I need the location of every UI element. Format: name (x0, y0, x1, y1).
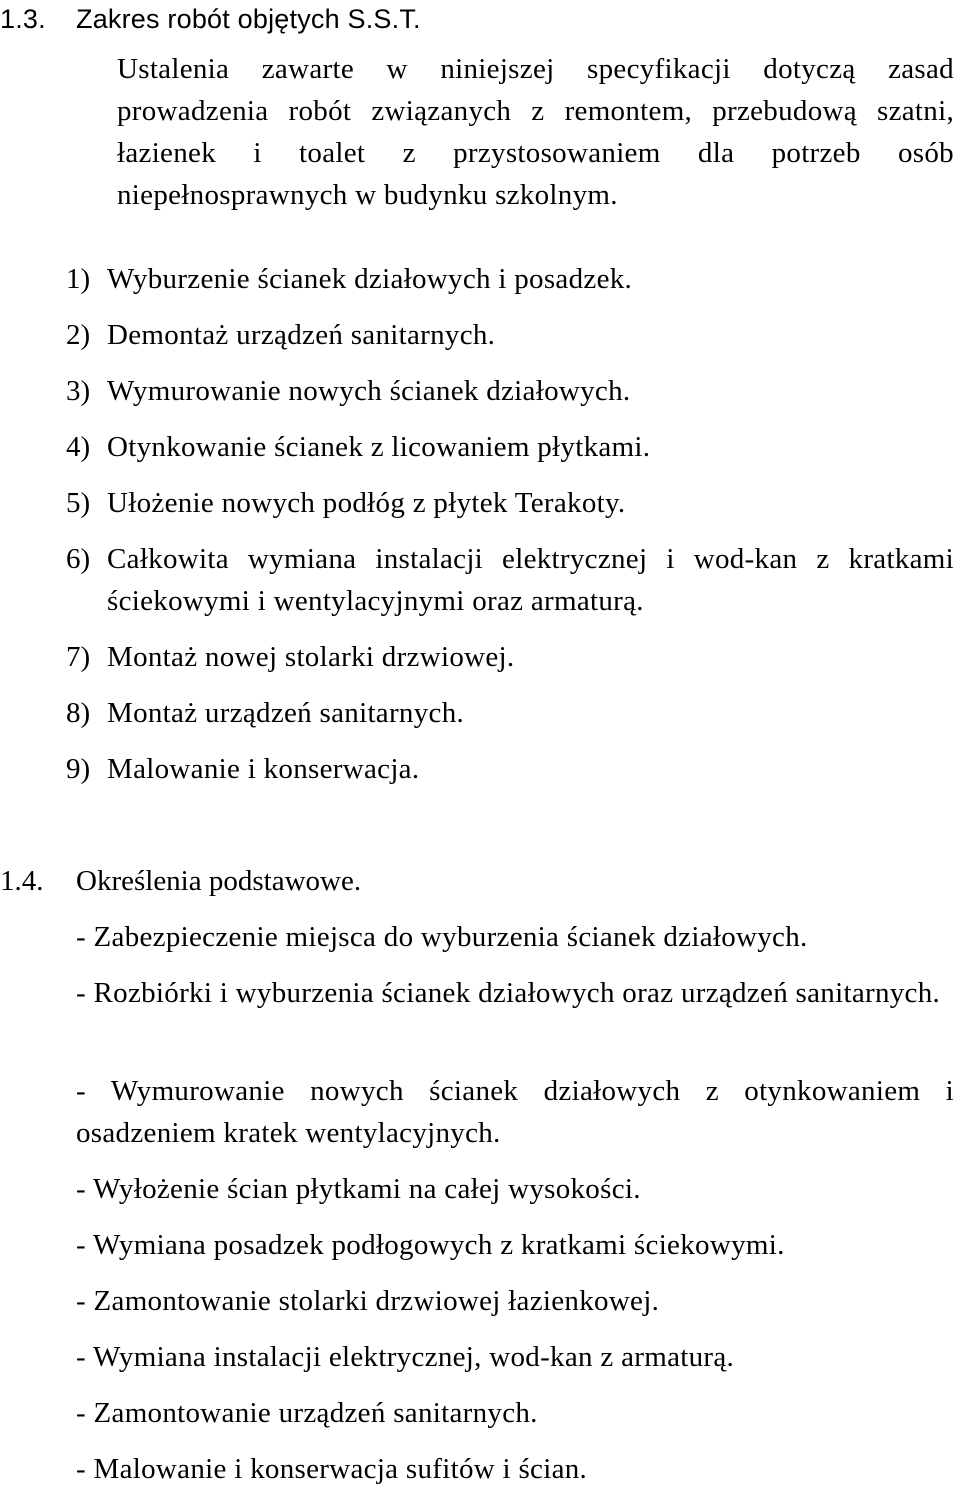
definition-item: - Wymiana posadzek podłogowych z kratkami ściekowymi. (76, 1229, 785, 1261)
list-item (66, 426, 954, 468)
list-item (66, 636, 954, 678)
list-item (66, 482, 954, 524)
definition-item: - Wyłożenie ścian płytkami na całej wysokości. (76, 1173, 641, 1205)
list-item-number: 9) (66, 753, 91, 785)
list-item-number: 4) (66, 431, 91, 463)
list-item-text: Montaż nowej stolarki drzwiowej. (107, 641, 515, 673)
list-item (66, 692, 954, 734)
definition-item: - Wymurowanie nowych ścianek działowych z otynkowaniem i osadzeniem kratek wentylacyjnych. (76, 1075, 954, 1149)
section-title: Określenia podstawowe. (76, 865, 362, 897)
section-title: Zakres robót objętych S.S.T. (76, 4, 421, 34)
definition-item: - Zamontowanie stolarki drzwiowej łazienkowej. (76, 1285, 660, 1317)
list-item-number: 8) (66, 697, 91, 729)
list-item-text: Montaż urządzeń sanitarnych. (107, 697, 465, 729)
definition-item: - Malowanie i konserwacja sufitów i ścian. (76, 1453, 588, 1485)
list-item-text: Malowanie i konserwacja. (107, 753, 420, 785)
list-item (66, 748, 954, 790)
list-item-number: 3) (66, 375, 91, 407)
list-item (66, 538, 954, 622)
definition-item: - Zamontowanie urządzeń sanitarnych. (76, 1397, 538, 1429)
list-item-text: Ułożenie nowych podłóg z płytek Terakoty. (107, 487, 626, 519)
list-item-text: Demontaż urządzeń sanitarnych. (107, 319, 496, 351)
list-item (66, 370, 954, 412)
list-item-text: Otynkowanie ścianek z licowaniem płytkami. (107, 431, 651, 463)
list-item-number: 2) (66, 319, 91, 351)
definition-item: - Wymiana instalacji elektrycznej, wod-kan z armaturą. (76, 1341, 735, 1373)
list-item-number: 6) (66, 543, 91, 575)
section-heading-1-3 (0, 0, 421, 40)
list-item-number: 5) (66, 487, 91, 519)
definition-item: - Rozbiórki i wyburzenia ścianek działowych oraz urządzeń sanitarnych. (76, 977, 941, 1009)
list-item (66, 314, 954, 356)
section-paragraph: Ustalenia zawarte w niniejszej specyfikacji dotyczą zasad prowadzenia robót związanych z remontem, przebudową szatni, łazienek i toalet z przystosowaniem dla potrzeb osób niepełnosprawnych w budynku szkolnym. (117, 53, 954, 211)
list-item-number: 1) (66, 263, 91, 295)
section-number: 1.3. (0, 4, 46, 34)
list-item-text: Wyburzenie ścianek działowych i posadzek. (107, 263, 633, 295)
section-number: 1.4. (0, 865, 44, 897)
list-item (66, 258, 954, 300)
list-item-text: Całkowita wymiana instalacji elektrycznej i wod-kan z kratkami ściekowymi i wentylacyjnymi oraz armaturą. (107, 543, 954, 617)
list-item-text: Wymurowanie nowych ścianek działowych. (107, 375, 631, 407)
list-item-number: 7) (66, 641, 91, 673)
section-heading-1-4 (0, 860, 361, 902)
definition-item: - Zabezpieczenie miejsca do wyburzenia ścianek działowych. (76, 921, 808, 953)
